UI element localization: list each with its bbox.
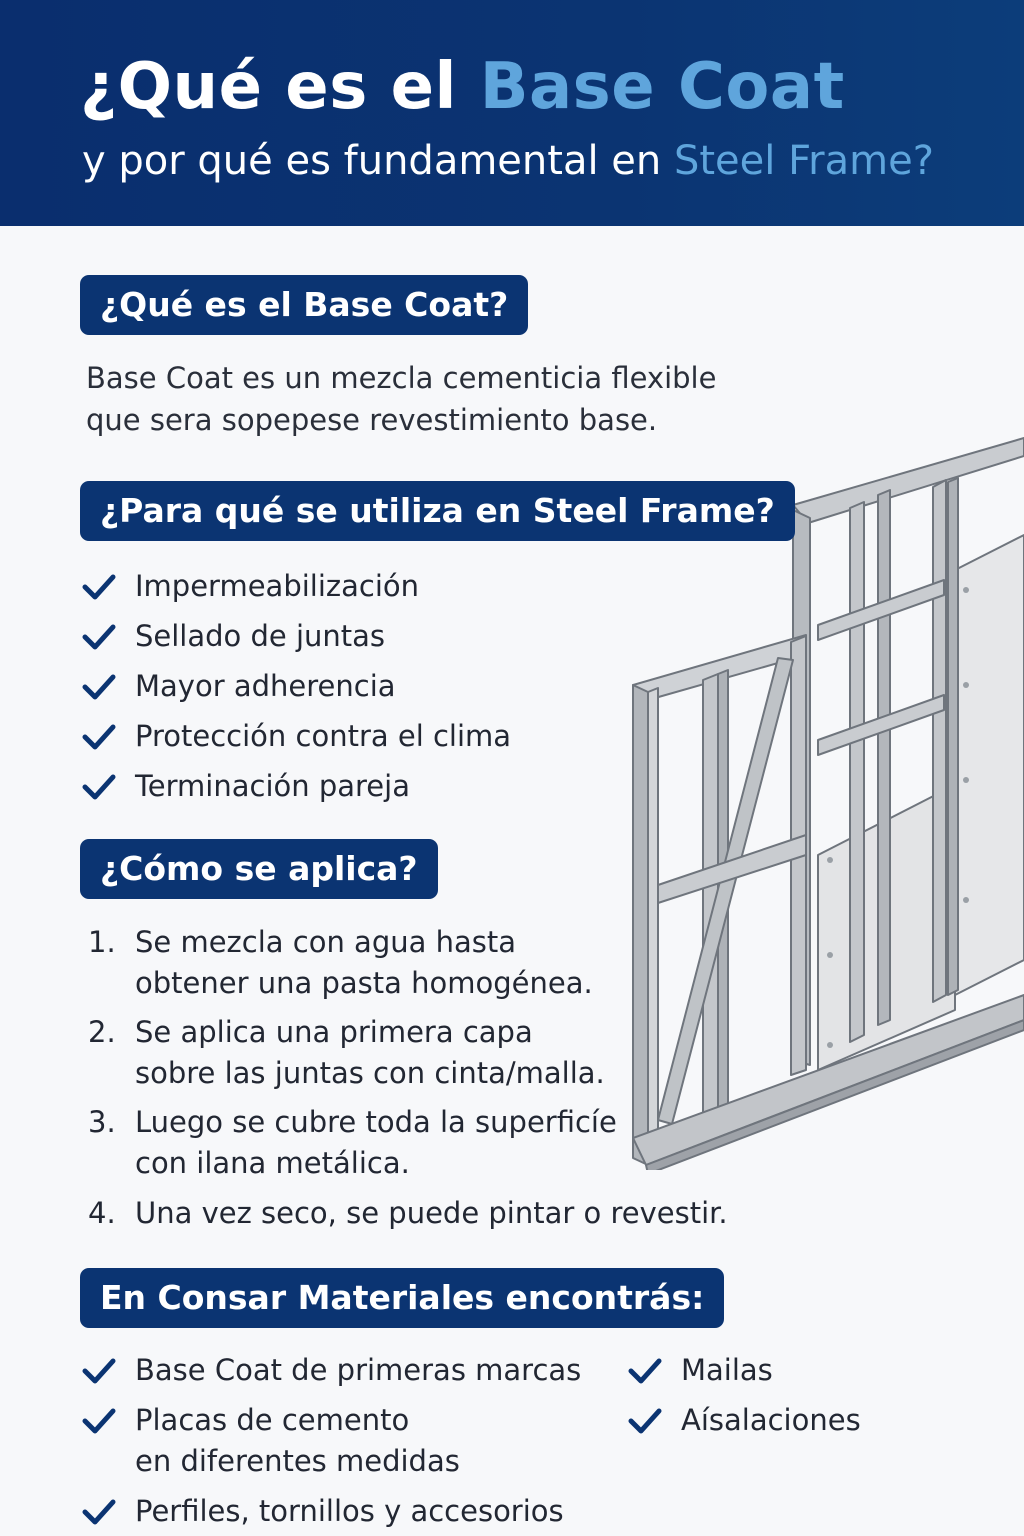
check-icon bbox=[82, 572, 116, 602]
step-line-1: Se aplica una primera capa bbox=[135, 1015, 533, 1049]
section-heading-what-is: ¿Qué es el Base Coat? bbox=[80, 275, 528, 335]
section-heading-uses: ¿Para qué se utiliza en Steel Frame? bbox=[80, 481, 795, 541]
subtitle-accent: Steel Frame? bbox=[673, 138, 934, 184]
check-icon bbox=[82, 622, 116, 652]
product-item-label: Aísalaciones bbox=[681, 1403, 861, 1437]
use-item-label: Protección contra el clima bbox=[135, 719, 512, 753]
title-accent: Base Coat bbox=[479, 50, 845, 124]
product-item-label-line-2: en diferentes medidas bbox=[135, 1444, 460, 1478]
section-heading-store: En Consar Materiales encontrás: bbox=[80, 1268, 724, 1328]
product-item-label: Mailas bbox=[681, 1353, 773, 1387]
step-number: 1. bbox=[88, 925, 116, 959]
step-line-2: sobre las juntas con cinta/malla. bbox=[135, 1056, 605, 1090]
subtitle-prefix: y por qué es fundamental en bbox=[82, 138, 674, 184]
page-subtitle bbox=[82, 138, 934, 184]
check-icon bbox=[82, 1406, 116, 1436]
check-icon bbox=[82, 772, 116, 802]
section-heading-how-to-apply: ¿Cómo se aplica? bbox=[80, 839, 438, 899]
step-number: 3. bbox=[88, 1105, 116, 1139]
product-item-label: Perfiles, tornillos y accesorios bbox=[135, 1494, 564, 1528]
step-number: 2. bbox=[88, 1015, 116, 1049]
check-icon bbox=[82, 1356, 116, 1386]
product-item-label: Placas de cemento bbox=[135, 1403, 410, 1437]
use-item-label: Terminación pareja bbox=[135, 769, 410, 803]
page-title bbox=[80, 50, 845, 124]
step-number: 4. bbox=[88, 1196, 116, 1230]
check-icon bbox=[628, 1356, 662, 1386]
step-line-2: con ilana metálica. bbox=[135, 1146, 410, 1180]
steel-frame-wall-illustration bbox=[628, 430, 1024, 1170]
check-icon bbox=[82, 672, 116, 702]
check-icon bbox=[82, 1497, 116, 1527]
definition-line-2: que sera sopepese revestimiento base. bbox=[86, 403, 658, 437]
use-item-label: Impermeabilización bbox=[135, 569, 420, 603]
step-line-1: Se mezcla con agua hasta bbox=[135, 925, 517, 959]
use-item-label: Sellado de juntas bbox=[135, 619, 386, 653]
step-line-2: obtener una pasta homogénea. bbox=[135, 966, 593, 1000]
step-line-1: Una vez seco, se puede pintar o revestir. bbox=[135, 1196, 728, 1230]
definition-line-1: Base Coat es un mezcla cementicia flexible bbox=[86, 361, 717, 395]
product-item-label: Base Coat de primeras marcas bbox=[135, 1353, 582, 1387]
header-banner bbox=[0, 0, 1024, 226]
check-icon bbox=[628, 1406, 662, 1436]
step-line-1: Luego se cubre toda la superficíe bbox=[135, 1105, 617, 1139]
check-icon bbox=[82, 722, 116, 752]
use-item-label: Mayor adherencia bbox=[135, 669, 396, 703]
title-prefix: ¿Qué es el bbox=[80, 50, 480, 124]
